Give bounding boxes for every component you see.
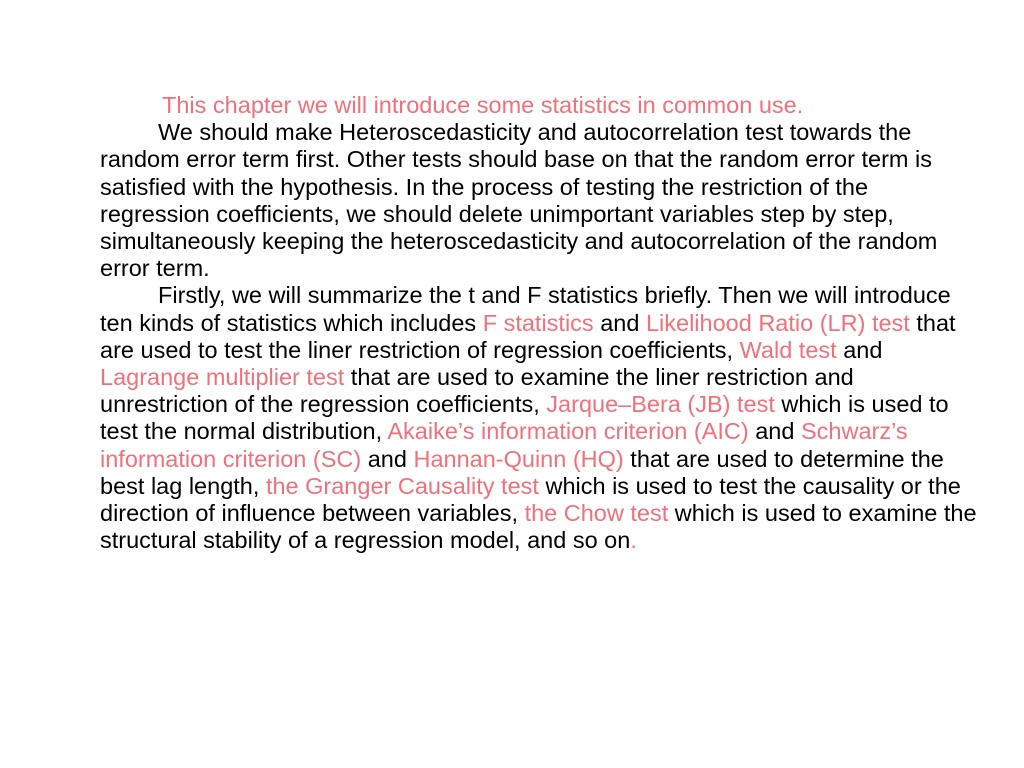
text-segment: and [748, 418, 801, 445]
term-akaike-criterion: Akaike’s information criterion (AIC) [387, 418, 749, 445]
text-segment: and [593, 309, 646, 336]
paragraph-tests-overview: We should make Heteroscedasticity and autocorrelation test towards the random error term first. Other tests should base on that the random error term is satisfied with the hypothesis. In the process of testing the restriction of the regression coefficients, we should delete unimportant variables step by step, simultaneously keeping the heteroscedasticity and autocorrelation of the random error term. [100, 119, 938, 282]
term-chow-test: the Chow test [524, 500, 669, 527]
term-wald-test: Wald test [739, 336, 837, 363]
text-segment: and [836, 336, 883, 363]
term-f-statistics: F statistics [482, 309, 594, 336]
term-likelihood-ratio-test: Likelihood Ratio (LR) test [645, 309, 910, 336]
intro-line: This chapter we will introduce some statistics in common use. [162, 92, 804, 118]
term-schwarz-criterion: Schwarz’s information criterion (SC) [100, 418, 908, 472]
term-jarque-bera-test: Jarque–Bera (JB) test [546, 391, 775, 418]
final-period: . [630, 527, 637, 554]
text-segment: and [361, 445, 414, 472]
slide-body [100, 92, 982, 554]
text-segment: which is used to test the causality or the direction of influence between variables, [100, 472, 961, 527]
term-granger-causality-test: the Granger Causality test [265, 472, 539, 499]
paragraph-statistics-list [100, 282, 982, 554]
text-segment: which is used to test the normal distribution, [100, 391, 949, 445]
term-hannan-quinn: Hannan-Quinn (HQ) [413, 445, 624, 472]
text-segment: which is used to examine the structural stability of a regression model, and so on [100, 500, 977, 554]
text-segment: that are used to examine the liner restriction and unrestriction of the regression coefficients, [100, 364, 854, 418]
term-lagrange-multiplier-test: Lagrange multiplier test [100, 364, 345, 391]
text-segment: Firstly, we will summarize the t and F statistics briefly. Then we will introduce ten kinds of statistics which includes [100, 282, 951, 336]
text-segment: that are used to determine the best lag length, [100, 445, 944, 499]
text-segment: that are used to test the liner restriction of regression coefficients, [100, 309, 956, 363]
